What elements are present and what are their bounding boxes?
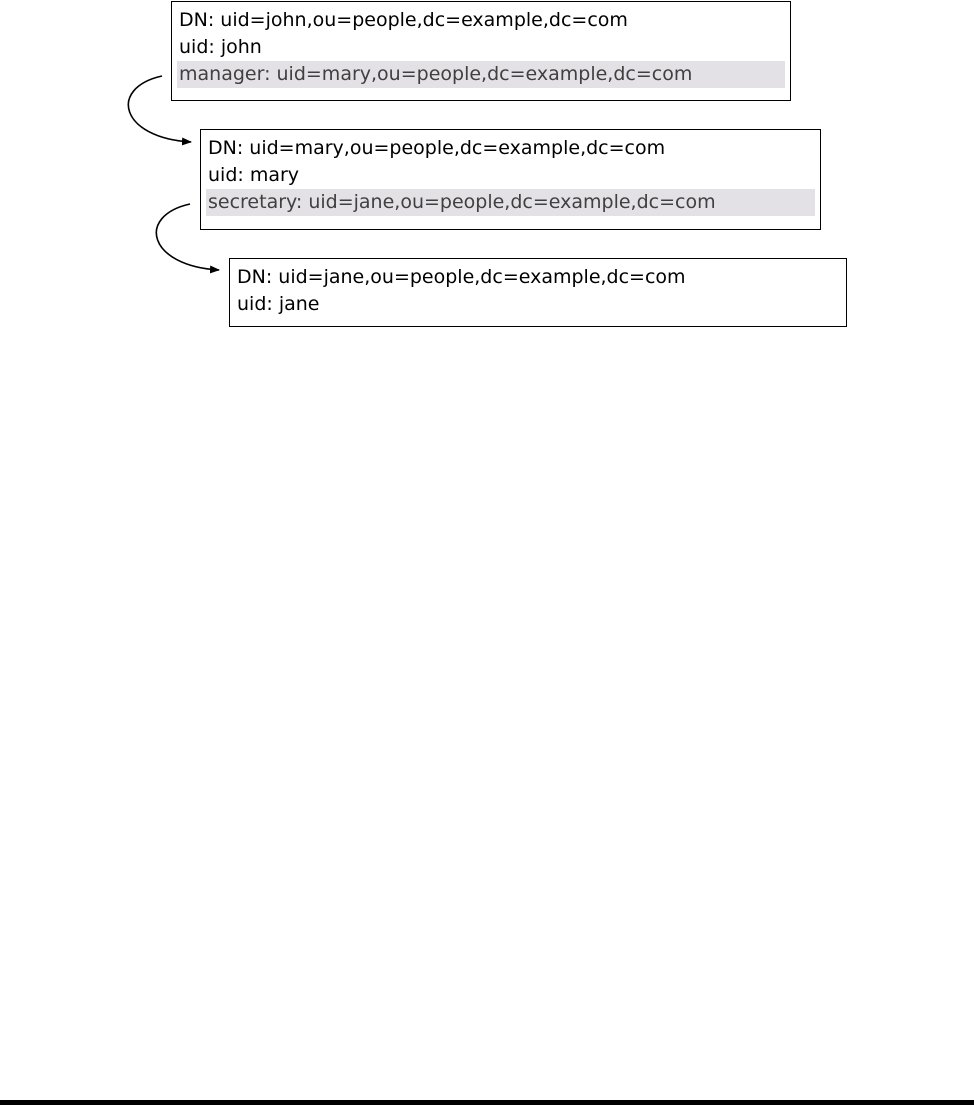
uid-line: uid: john [179, 36, 262, 58]
bottom-rule [0, 1100, 974, 1105]
secretary-reference-line: secretary: uid=jane,ou=people,dc=example,dc=com [206, 189, 815, 216]
uid-line: uid: mary [208, 164, 300, 186]
manager-reference-line: manager: uid=mary,ou=people,dc=example,dc=com [177, 61, 785, 88]
ldap-entry-mary [200, 129, 821, 230]
uid-line: uid: jane [237, 293, 320, 315]
dn-line: DN: uid=jane,ou=people,dc=example,dc=com [237, 266, 686, 288]
dn-line: DN: uid=mary,ou=people,dc=example,dc=com [208, 137, 666, 159]
ldap-entry-jane [229, 258, 847, 327]
dn-line: DN: uid=john,ou=people,dc=example,dc=com [179, 9, 628, 31]
ldap-entry-john [171, 1, 791, 101]
